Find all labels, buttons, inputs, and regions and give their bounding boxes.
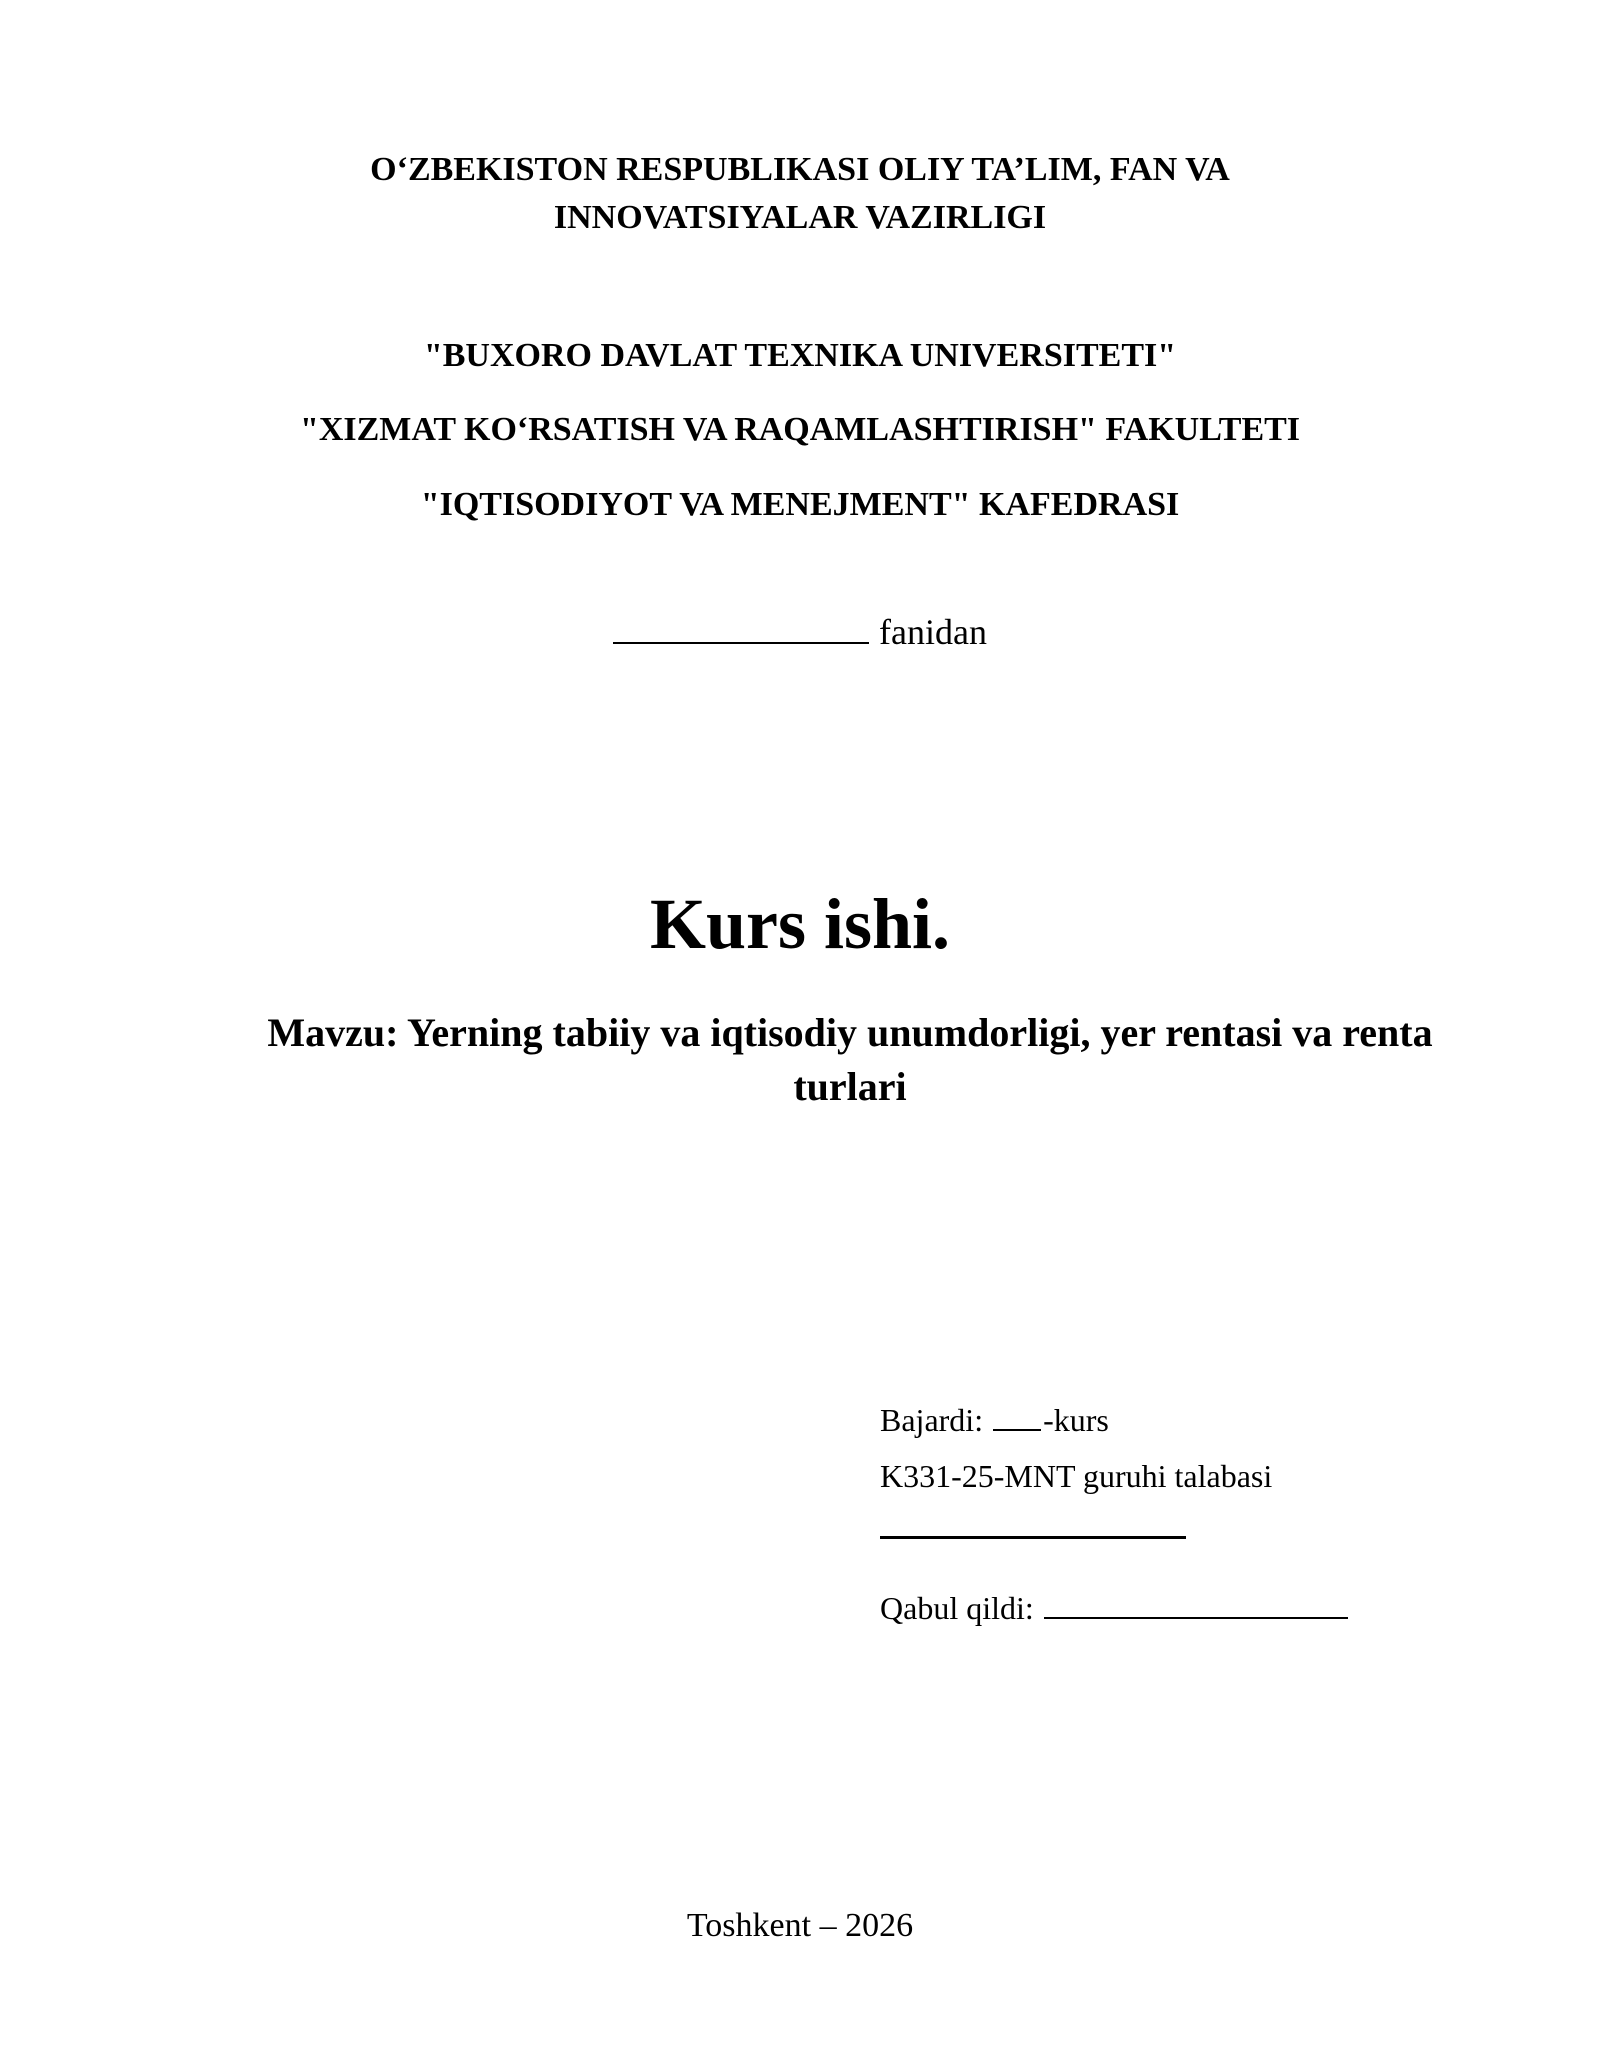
reviewer-label: Qabul qildi:	[880, 1590, 1034, 1626]
theme-title: Mavzu: Yerning tabiiy va iqtisodiy unumdorligi, yer rentasi va renta turlari	[267, 1010, 1433, 1109]
university-name: "BUXORO DAVLAT TEXNIKA UNIVERSITETI"	[423, 337, 1177, 374]
ministry-line-2: INNOVATSIYALAR VAZIRLIGI	[553, 199, 1047, 236]
reviewer-line	[880, 1588, 1348, 1628]
work-title: Kurs ishi.	[649, 884, 951, 964]
subject-blank	[613, 612, 869, 644]
ministry-heading	[0, 146, 1600, 242]
faculty-name: "XIZMAT KO‘RSATISH VA RAQAMLASHTIRISH" FAKULTETI	[299, 411, 1301, 448]
subject-suffix: fanidan	[879, 612, 987, 652]
course-suffix: -kurs	[1043, 1402, 1109, 1438]
ministry-line-1: O‘ZBEKISTON RESPUBLIKASI OLIY TA’LIM, FAN VA	[370, 151, 1230, 188]
performer-label: Bajardi:	[880, 1402, 984, 1438]
city-year: Toshkent – 2026	[686, 1907, 914, 1944]
course-blank	[993, 1403, 1041, 1431]
reviewer-blank	[1044, 1591, 1348, 1619]
department-name: "IQTISODIYOT VA MENEJMENT" KAFEDRASI	[420, 486, 1180, 523]
subject-line	[0, 610, 1600, 654]
student-name-blank	[880, 1536, 1186, 1539]
student-group: K331-25-MNT guruhi talabasi	[880, 1458, 1273, 1494]
performer-line	[880, 1400, 1109, 1440]
